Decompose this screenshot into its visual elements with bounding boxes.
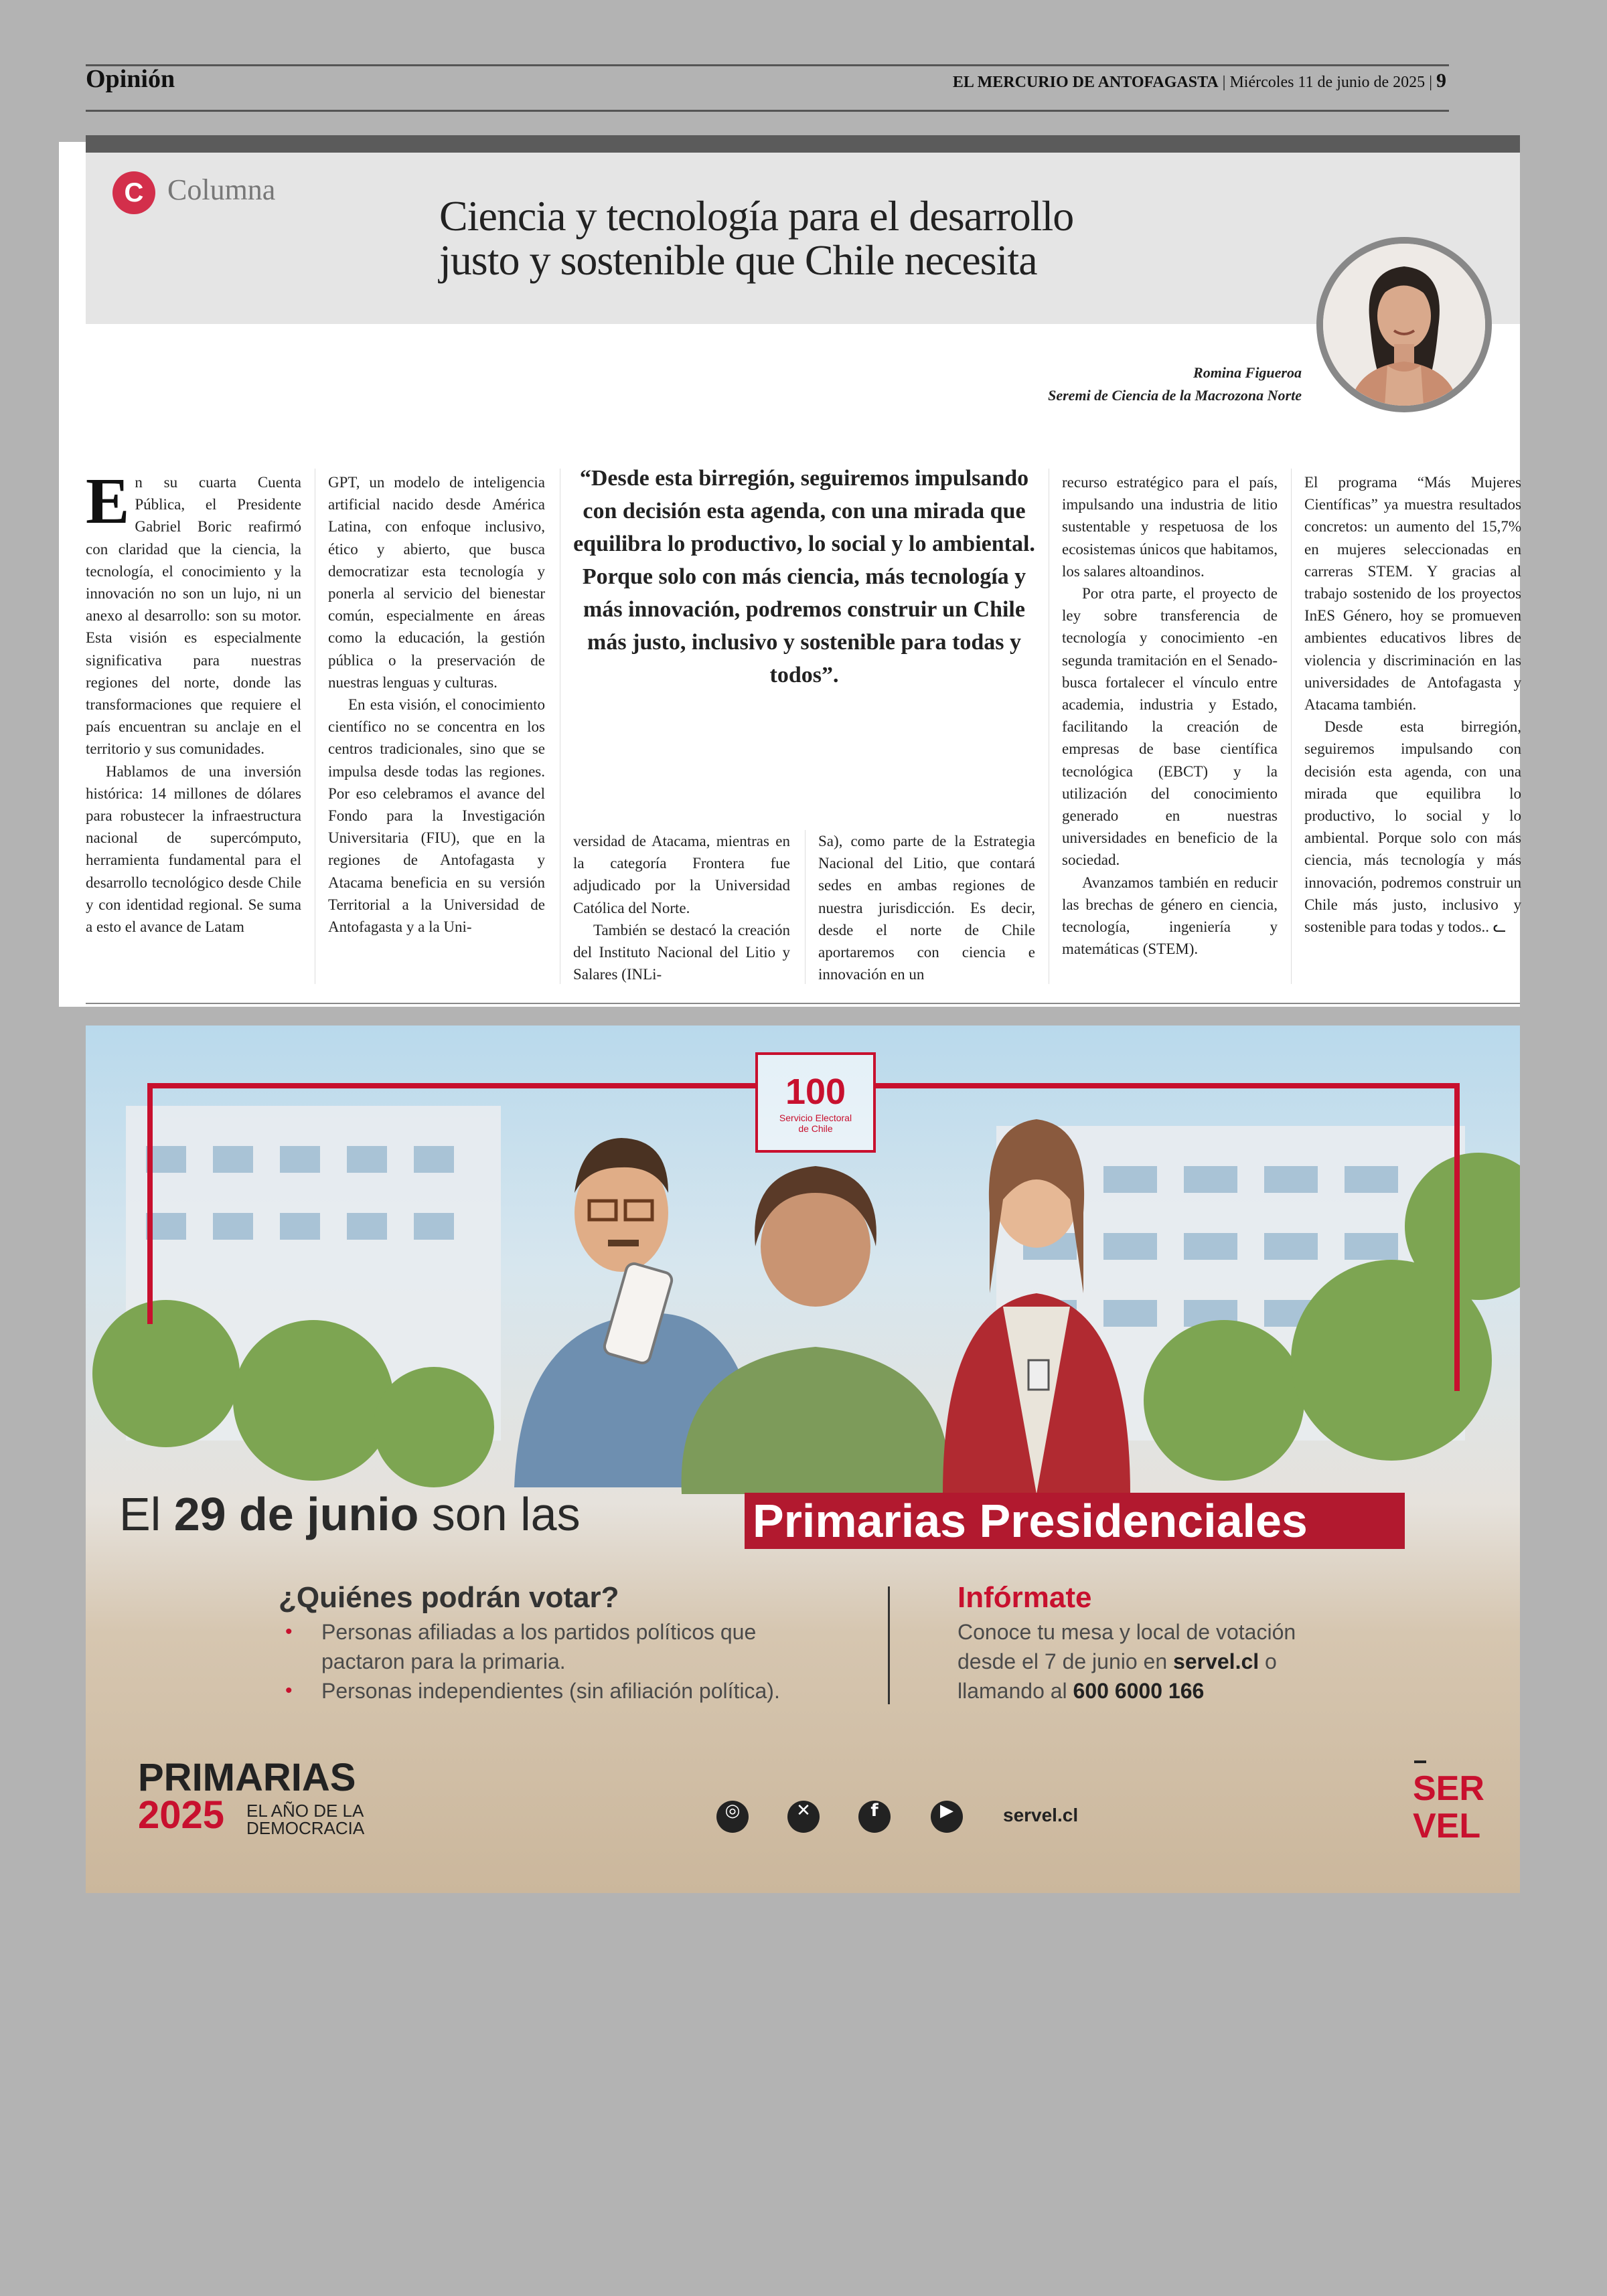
- end-mark-icon: ᓚ: [1493, 918, 1507, 936]
- paragraph: Por otra parte, el proyecto de ley sobre transferencia de tecnología y conocimiento -en segunda tramitación en el Senado- busca fortalecer el vínculo entre academia, industria y Estado, facilitando la creación de empresas de base científica tecnológica (EBCT) y la utilización del conocimiento generado en nuestras universidades en beneficio de la sociedad.: [1062, 585, 1278, 869]
- ad-headline: El 29 de junio son las: [119, 1488, 581, 1540]
- info-line: desde el 7 de junio en servel.cl o: [958, 1649, 1277, 1673]
- badge-number: 100: [785, 1072, 846, 1112]
- instagram-icon[interactable]: ◎: [716, 1801, 749, 1833]
- paragraph: versidad de Atacama, mientras en la categoría Frontera fue adjudicado por la Universidad Católica del Norte.: [573, 833, 790, 916]
- newspaper-name: EL MERCURIO DE ANTOFAGASTA: [952, 74, 1219, 91]
- info-block: [958, 1581, 1426, 1706]
- paragraph: Sa), como parte de la Estrategia Nacional del Litio, que contará sedes en ambas regiones de nuestra jurisdicción. Es decir, desde el norte de Chile aportaremos con ciencia e innovación en un: [818, 833, 1035, 983]
- paragraph: Hablamos de una inversión histórica: 14 millones de dólares para robustecer la infraestructura nacional de supercómputo, herramienta fundamental para el desarrollo tecnológico desde Chile y con identidad regional. Se suma a esto el avance de Latam: [86, 762, 301, 936]
- social-url[interactable]: servel.cl: [1003, 1805, 1079, 1825]
- header-top-rule: [86, 64, 1449, 66]
- article-column-5: [1304, 471, 1521, 938]
- paragraph: Avanzamos también en reducir las brechas de género en ciencia, tecnología, ingeniería y matemáticas (STEM).: [1062, 874, 1278, 958]
- paragraph: El programa “Más Mujeres Científicas” ya muestra resultados concretos: un aumento del 15,7% en mujeres seleccionadas en carreras STEM. Y gracias al trabajo sostenido de los proyectos InES Género, hoy se promueven ambientes educativos libres de violencia y discriminación en las universidades de Antofagasta y Atacama también.: [1304, 474, 1521, 714]
- article-top-bar: [86, 135, 1520, 153]
- servel-link[interactable]: servel.cl: [1173, 1649, 1259, 1673]
- primarias-logo: PRIMARIAS 2025 EL AÑO DE LA DEMOCRACIA: [138, 1756, 365, 1838]
- article-headline: Ciencia y tecnología para el desarrollo justo y sostenible que Chile necesita: [439, 192, 1074, 284]
- paragraph: recurso estratégico para el país, impulsando una industria de litio sustentable y respetuosa de los ecosistemas únicos que habitamos, los salares altoandinos.: [1062, 474, 1278, 580]
- who-title: ¿Quiénes podrán votar?: [279, 1581, 619, 1614]
- bullet-icon: •: [285, 1621, 293, 1643]
- page-number: 9: [1436, 70, 1446, 92]
- article-column-4: [1062, 471, 1278, 960]
- info-divider: [888, 1586, 890, 1704]
- article-column-1: [86, 465, 301, 938]
- column-rule: [805, 830, 806, 984]
- youtube-icon[interactable]: ▶: [931, 1801, 963, 1833]
- article-bottom-rule: [86, 1003, 1520, 1004]
- article-column-3a: [573, 830, 790, 985]
- servel-logo: SER VEL: [1413, 1760, 1484, 1845]
- author-role: Seremi de Ciencia de la Macrozona Norte: [1048, 387, 1302, 404]
- author-photo-icon: [1323, 244, 1485, 406]
- facebook-icon[interactable]: f: [858, 1801, 891, 1833]
- author-name: Romina Figueroa: [1193, 364, 1302, 381]
- column-rule: [1291, 469, 1292, 984]
- section-title: Opinión: [86, 65, 175, 93]
- masthead: EL MERCURIO DE ANTOFAGASTA | Miércoles 11 de junio de 2025 | 9: [952, 70, 1446, 92]
- who-can-vote-block: [279, 1581, 881, 1706]
- issue-date: Miércoles 11 de junio de 2025: [1229, 74, 1426, 91]
- who-item: Personas afiliadas a los partidos políticos que pactaron para la primaria.: [321, 1620, 757, 1673]
- info-title: Infórmate: [958, 1581, 1092, 1614]
- drop-cap: E: [86, 465, 130, 538]
- who-item: Personas independientes (sin afiliación política).: [321, 1679, 780, 1703]
- paragraph: En esta visión, el conocimiento científico no se concentra en los centros tradicionales, sino que se impulsa desde todas las regiones. Por eso celebramos el avance del Fondo para la Investigación Universitaria (FIU), que en la regiones de Antofagasta y Atacama beneficia en su versión Territorial a la Universidad de Antofagasta y a la Uni-: [328, 696, 545, 936]
- x-twitter-icon[interactable]: ✕: [787, 1801, 820, 1833]
- author-portrait: [1316, 237, 1492, 412]
- article-column-2: [328, 471, 545, 938]
- pull-quote: “Desde esta birregión, seguiremos impulsando con decisión esta agenda, con una mirada que equilibra lo productivo, lo social y lo ambiental. Porque solo con más ciencia, más tecnología y más innovación, podremos construir un Chile más justo, inclusivo y sostenible para todas y todos”.: [573, 466, 1035, 687]
- header-bottom-rule: [86, 110, 1449, 112]
- badge-text: Servicio Electoral de Chile: [779, 1113, 852, 1134]
- servel-100-badge: [755, 1052, 876, 1153]
- phone-number: 600 6000 166: [1073, 1679, 1205, 1703]
- paragraph: Desde esta birregión, seguiremos impulsando con decisión esta agenda, con una mirada que equilibra lo productivo, lo social y lo ambiental. Porque solo con más ciencia, más tecnología y más innovación, podremos construir un Chile más justo, inclusivo y sostenible para todas y todos.. ᓚ: [1304, 718, 1521, 936]
- paragraph: GPT, un modelo de inteligencia artificial nacido desde América Latina, con enfoque inclusivo, ético y abierto, que busca democratizar esta tecnología y ponerla al servicio del bienestar común, especialmente en áreas como la educación, la gestión pública o la preservación de nuestras lenguas y culturas.: [328, 474, 545, 691]
- column-label: Columna: [167, 173, 276, 206]
- info-line: llamando al 600 6000 166: [958, 1679, 1205, 1703]
- column-logo-icon: C: [112, 171, 155, 214]
- article-column-3b: [818, 830, 1035, 985]
- info-line: Conoce tu mesa y local de votación: [958, 1620, 1296, 1644]
- ad-headline-pill: Primarias Presidenciales: [745, 1493, 1405, 1549]
- bullet-icon: •: [285, 1679, 293, 1702]
- paragraph: También se destacó la creación del Instituto Nacional del Litio y Salares (INLi-: [573, 921, 790, 983]
- author-byline: [1048, 361, 1302, 407]
- paragraph: n su cuarta Cuenta Pública, el Presidente Gabriel Boric reafirmó con claridad que la ciencia, la tecnología, el conocimiento y la innovación no son un lujo, ni un anexo al desarrollo: son su motor. Esta visión es especialmente significativa para nuestras regiones del norte, donde las transformaciones que requiere el país encuentran su anclaje en el territorio y sus comunidades.: [86, 474, 301, 758]
